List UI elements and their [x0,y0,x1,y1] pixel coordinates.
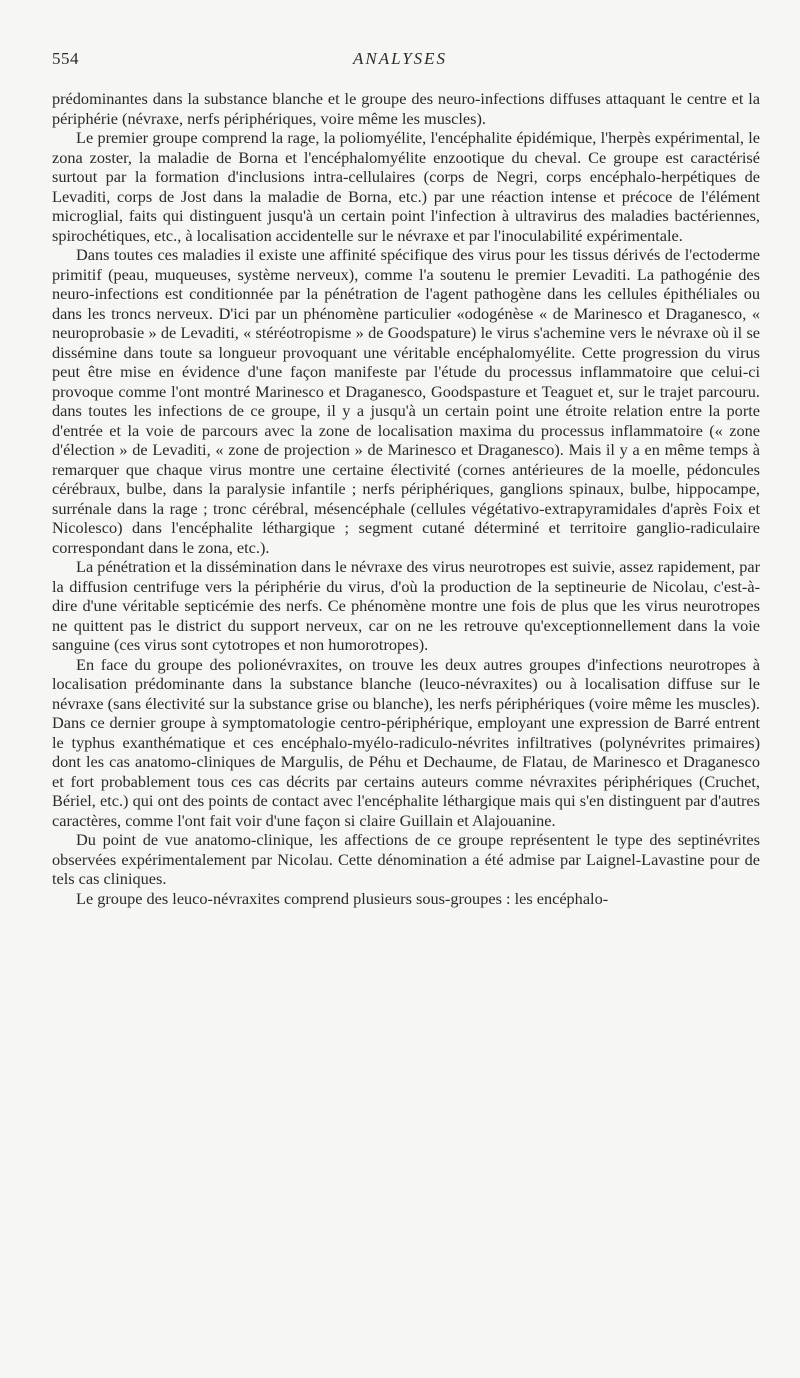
paragraph-other-groups: En face du groupe des polionévraxites, on trouve les deux autres groupes d'infections neurotropes à localisation prédominante dans la substance blanche (leuco-névraxites) ou à localisation diffuse sur le névraxe (sans électivité sur la substance grise ou blanche), les nerfs périphériques (voire même les muscles). Dans ce dernier groupe à symptomatologie centro-périphérique, employant une expression de Barré entrent le typhus exanthématique et ces encéphalo-myélo-radiculo-névrites infiltratives (polynévrites primaires) dont les cas anatomo-cliniques de Margulis, de Péhu et Dechaume, de Flatau, de Marinesco et Draganesco et fort probablement tous ces cas décrits par certains auteurs comme névraxites périphériques (Cruchet, Bériel, etc.) qui ont des points de contact avec l'encéphalite léthargique mais qui s'en distinguent par d'autres caractères, comme l'ont fait voir d'une façon si claire Guillain et Alajouanine. [52,654,760,830]
page-number: 554 [52,49,79,68]
paragraph-affinity: Dans toutes ces maladies il existe une affinité spécifique des virus pour les tissus dérivés de l'ectoderme primitif (peau, muqueuses, système nerveux), comme l'a soutenu le premier Levaditi. La pathogénie des neuro-infections est conditionnée par la pénétration de l'agent pathogène dans les cellules épithéliales ou dans les troncs nerveux. D'ici par un phénomène particulier «odogénèse « de Marinesco et Draganesco, « neuroprobasie » de Levaditi, « stéréotropisme » de Goodspature) le virus s'achemine vers le névraxe où il se dissémine dans toute sa longueur provoquant une véritable encéphalomyélite. Cette progression du virus peut être mise en évidence d'une façon manifeste par l'étude du processus inflammatoire que celui-ci provoque comme l'ont montré Marinesco et Draganesco, Goodspasture et Teaguet et, sur le trajet parcouru. dans toutes les infections de ce groupe, il y a jusqu'à un certain point une étroite relation entre la porte d'entrée et la voie de parcours avec la zone de localisation maxima du processus inflammatoire (« zone d'élection » de Levaditi, « zone de projection » de Marinesco et Draganesco). Mais il y a en même temps à remarquer que chaque virus montre une certaine électivité (cornes antérieures de la moelle, pédoncules cérébraux, bulbe, dans la paralysie infantile ; nerfs périphériques, ganglions spinaux, bulbe, hippocampe, surrénale dans la rage ; tronc cérébral, mésencéphale (cellules végétativo-extrapyramidales d'après Foix et Nicolesco) dans l'encéphalite léthargique ; segment cutané déterminé et territoire ganglio-radiculaire correspondant dans le zona, etc.). [52,245,760,557]
paragraph-anatomo-clinical: Du point de vue anatomo-clinique, les affections de ce groupe représentent le type des septinévrites observées expérimentalement par Nicolau. Cette dénomination a été admise par Laignel-Lavastine pour de tels cas cliniques. [52,830,760,888]
paragraph-leuco-nevraxites: Le groupe des leuco-névraxites comprend plusieurs sous-groupes : les encéphalo- [76,888,609,908]
paragraph-continuation: prédominantes dans la substance blanche et le groupe des neuro-infections diffuses attaquant le centre et la périphérie (névraxe, nerfs périphériques, voire même les muscles). [52,89,760,128]
paragraph-dissemination: La pénétration et la dissémination dans le névraxe des virus neurotropes est suivie, assez rapidement, par la diffusion centrifuge vers la périphérie du virus, d'où la production de la septineurie de Nicolau, c'est-à-dire d'une véritable septicémie des nerfs. Ce phénomène montre une fois de plus que les virus neurotropes ne quittent pas le district du support nerveux, car on ne les retrouve qu'exceptionnellement dans la voie sanguine (ces virus sont cytotropes et non humorotropes). [52,557,760,654]
body-text [52,89,760,908]
running-title: ANALYSES [352,49,448,68]
paragraph-first-group: Le premier groupe comprend la rage, la poliomyélite, l'encéphalite épidémique, l'herpès expérimental, le zona zoster, la maladie de Borna et l'encéphalomyélite enzootique du cheval. Ce groupe est caractérisé surtout par la formation d'inclusions intra-cellulaires (corps de Negri, corps encéphalo-herpétiques de Levaditi, corps de Jost dans la maladie de Borna, etc.) par une réaction intense et précoce de l'élément microglial, faits qui distinguent jusqu'à un certain point l'infection à ultravirus des maladies bactériennes, spirochétiques, etc., à localisation accidentelle sur le névraxe et par l'inoculabilité expérimentale. [52,128,760,245]
